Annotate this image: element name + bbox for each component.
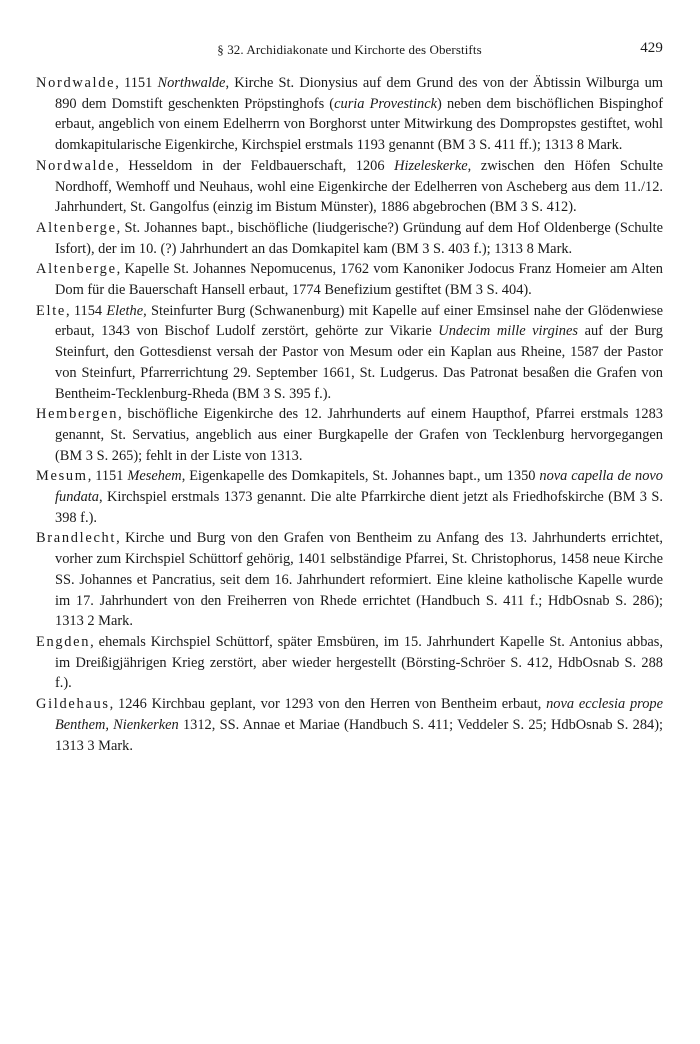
- place-name: Brandlecht: [36, 530, 117, 547]
- place-name: Mesum: [36, 468, 88, 485]
- entry-text: 1312, SS. Annae et Mariae (Handbuch S. 411; Veddeler S. 25; HdbOsnab S. 284); 1313 3 Mark.: [55, 716, 663, 754]
- entry-text: , zwischen den Höfen Schulte Nordhoff, Wemhoff und Neuhaus, wohl eine Eigenkirche der Edelherren von Ascheberg aus dem 11./12. Jahrhundert, St. Gangolfus (einzig im Bistum Münster), 1886 abgebrochen (BM 3 S. 412).: [55, 157, 664, 216]
- latin-term: nova capella de novo fundata: [55, 468, 663, 506]
- latin-term: Hizeleskerke: [394, 157, 468, 174]
- entry-text: auf der Burg Steinfurt, den Gottesdienst versah der Pastor von Mesum oder ein Kaplan aus Rheine, 1587 der Pastor von Steinfurt, Pfarrerrichtung 29. September 1661, St. Ludgerus. Das Patronat besaßen die Grafen von Bentheim-Tecklenburg-Rheda (BM 3 S. 395 f.).: [55, 323, 663, 402]
- place-name: Gildehaus: [36, 696, 110, 713]
- gazetteer-entry: [36, 694, 663, 756]
- entry-text: , Kapelle St. Johannes Nepomucenus, 1762 vom Kanoniker Jodocus Franz Homeier am Alten Dom für die Bauerschaft Hansell erbaut, 1774 Benefizium gestiftet (BM 3 S. 404).: [55, 261, 663, 299]
- entry-list: [36, 73, 663, 756]
- latin-term: nova ecclesia prope Benthem, Nienkerken: [55, 696, 663, 733]
- gazetteer-entry: [36, 466, 663, 528]
- entry-text: , 1246 Kirchbau geplant, vor 1293 von den Herren von Bentheim erbaut,: [109, 696, 547, 713]
- entry-text: , Steinfurter Burg (Schwanenburg) mit Kapelle auf einer Emsinsel nahe der Glödenwiese erbaut, 1343 von Bischof Ludolf zerstört, gehörte zur Vikarie: [55, 302, 663, 340]
- entry-text: , Kirche und Burg von den Grafen von Bentheim zu Anfang des 13. Jahrhunderts errichtet, vorher zum Kirchspiel Schüttorf gehörig, 1401 selbständige Pfarrei, St. Christophorus, 1458 neue Kirche SS. Johannes et Pancratius, seit dem 16. Jahrhundert reformiert. Eine kleine katholische Kapelle wurde im 17. Jahrhundert von den Freiherren von Rhede errichtet (Handbuch S. 411 f.; HdbOsnab S. 286); 1313 2 Mark.: [55, 530, 663, 630]
- entry-text: , 1151: [115, 75, 158, 91]
- entry-text: , 1151: [87, 468, 128, 485]
- entry-text: , bischöfliche Eigenkirche des 12. Jahrhunderts auf einem Haupthof, Pfarrei erstmals 1283 genannt, St. Servatius, angeblich aus einer Burgkapelle der Grafen von Tecklenburg hervorgegangen (BM 3 S. 265); fehlt in der Liste von 1313.: [55, 406, 663, 464]
- latin-term: Northwalde: [157, 75, 226, 91]
- gazetteer-entry: [36, 259, 663, 300]
- place-name: Altenberge: [36, 261, 117, 278]
- entry-text: , ehemals Kirchspiel Schüttorf, später Emsbüren, im 15. Jahrhundert Kapelle St. Antonius abbas, im Dreißigjährigen Krieg zerstört, aber wieder hergestellt (Börsting-Schröer S. 412, HdbOsnab S. 288 f.).: [55, 633, 663, 692]
- gazetteer-entry: [36, 218, 663, 259]
- running-title: § 32. Archidiakonate und Kirchorte des Oberstifts: [217, 42, 482, 57]
- latin-term: Undecim mille virgines: [438, 323, 578, 340]
- entry-text: , Kirche St. Dionysius auf dem Grund des von der Äbtissin Wilburga um 890 dem Domstift geschenkten Pröpstinghofs (: [55, 75, 663, 112]
- entry-text: ) neben dem bischöflichen Bispinghof erbaut, angeblich von einem Edelherrn von Borghorst unter Mitwirkung des Dompropstes gestiftet, wohl domkapitularische Eigenkirche, Kirchspiel erstmals 1193 genannt (BM 3 S. 411 ff.); 1313 8 Mark.: [55, 95, 664, 154]
- gazetteer-entry: [36, 404, 663, 466]
- entry-text: , St. Johannes bapt., bischöfliche (liudgerische?) Gründung auf dem Hof Oldenberge (Schulte Isfort), der im 10. (?) Jahrhundert an das Domkapitel kam (BM 3 S. 403 f.); 1313 8 Mark.: [55, 219, 663, 257]
- latin-term: Mesehem: [127, 468, 182, 485]
- entry-text: , Eigenkapelle des Domkapitels, St. Johannes bapt., um 1350: [181, 468, 540, 485]
- entry-text: , Hesseldom in der Feldbauerschaft, 1206: [115, 157, 395, 174]
- gazetteer-entry: [36, 156, 663, 218]
- place-name: Nordwalde: [36, 75, 116, 91]
- entry-text: , 1154: [65, 302, 107, 319]
- page-number: 429: [640, 40, 663, 56]
- latin-term: Elethe: [106, 302, 144, 319]
- gazetteer-entry: [36, 73, 663, 156]
- place-name: Elte: [36, 302, 66, 319]
- entry-text: , Kirchspiel erstmals 1373 genannt. Die alte Pfarrkirche dient jetzt als Friedhofskirche (BM 3 S. 398 f.).: [55, 489, 663, 526]
- place-name: Hembergen: [36, 406, 119, 423]
- gazetteer-entry: [36, 632, 663, 694]
- latin-term: curia Provestinck: [334, 95, 438, 112]
- gazetteer-entry: [36, 301, 663, 405]
- place-name: Nordwalde: [36, 157, 116, 174]
- place-name: Altenberge: [36, 219, 117, 236]
- place-name: Engden: [36, 633, 91, 650]
- gazetteer-entry: [36, 528, 663, 632]
